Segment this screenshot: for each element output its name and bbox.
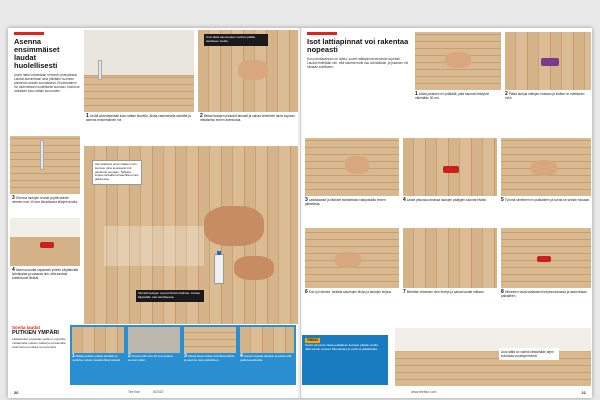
sidebar-photo-2 <box>128 327 180 353</box>
photo-right-7 <box>403 228 497 288</box>
website: www.teeitse.com <box>411 390 437 394</box>
tip-text: Nosta viimeinen lauta paikalleen kuluvan pätkän avulla. Jätä seinän viereen liikuntavara ja peitä se jalkalistalla. <box>305 343 379 352</box>
accent-bar-right <box>307 32 337 35</box>
caption-step-1: 1Levitä alusmateriaali koko lattian alueelle. Aloita vasemmalta seinältä ja asenna ensimmäinen rivi. <box>86 113 191 122</box>
caption-right-4: 4Laske pituussuunnassa lautojen päätyjen saumat tiiviisti. <box>403 197 487 203</box>
caption-step-3: 3Ohenna lautojen reunat ja jätä seinän viereen noin 10 mm liikuntavara kiilojen avulla. <box>12 195 78 204</box>
sidebar-title: PUTKIEN YMPÄRI <box>12 330 59 336</box>
sidebar-steps-panel <box>70 325 296 385</box>
photo-step-4 <box>10 218 80 266</box>
magazine-name: Tee Itse <box>128 390 140 394</box>
photo-right-5 <box>501 138 591 196</box>
sidebar-step-2: 2 Poraa reiät noin 10 mm putkea suuremmiksi. <box>128 353 173 362</box>
photo-right-8 <box>501 228 591 288</box>
photo-right-2 <box>505 32 591 90</box>
caption-right-8: 8Viimeinen lauta sahataan leveyssuunnassa ja asennetaan paikalleen. <box>501 289 587 298</box>
left-page-number: 20 <box>14 390 19 395</box>
caption-right-3: 3Lattiakaadot ja liitokset tarkistetaan vatupassilla ennen jatkamista. <box>305 197 386 206</box>
sidebar-photo-4 <box>240 327 294 353</box>
photo-right-3 <box>305 138 399 196</box>
magazine-spread <box>8 28 592 398</box>
accent-bar <box>14 32 44 35</box>
sidebar-photo-3 <box>184 327 236 353</box>
tape-callout: Kiinnitä lautojen reunat tiiviisti toisiinsa. Liimaa käytetään vain tarvittaessa. <box>136 290 204 302</box>
right-title-block <box>307 32 411 104</box>
photo-right-1 <box>415 32 501 90</box>
left-intro: Usein lattia vaihdetaan remontin yhteydessä. Laudat asennetaan aina pitkittäin huoneen pisimmän seinän suuntaisesti. Ensimmäinen rivi asennetaan huolellisesti suoraan, koska se ratkaisee koko lattian suoruuden. <box>14 73 80 94</box>
caption-right-7: 7Merkitse viimeisen rivin leveys ja sahaa laudat mittaan. <box>403 289 485 295</box>
left-footer <box>8 387 300 398</box>
right-intro: Kun perusasennus on opittu, suuret lattiapinnat etenevät nopeasti. Laudat limitetään niin, että saumat eivät osu kohdakkain, ja jokainen rivi lukitaan edelliseen. <box>307 57 409 70</box>
issue-number: 8/2020 <box>153 390 164 394</box>
sidebar-step-4: 4 Liimaa irtopala takaisin ja peitä reiät putkiruusukkeilla. <box>240 353 292 362</box>
caption-right-6: 6Kun työ etenee, tarkista saumojen tiiviys ja lautojen linjaus. <box>305 289 392 295</box>
caption-right-2: 2Pätkä lautoja mittojen mukaan ja lukitse ne edelliseen riviin. <box>505 91 585 100</box>
caption-step-2: 2Mittaa lautojen pituudet tarkasti ja sahaa viimeinen lauta sopivan mittaiseksi ennen asennusta. <box>200 113 295 122</box>
left-title: Asenna ensimmäiset laudat huolellisesti <box>14 37 60 70</box>
tip-label: VINKKI <box>307 337 318 342</box>
caption-step-4: 4Asenna laudat napakasti yhteen käyttämällä lyöntipalaa ja vasaraa niin, että saumat sulkeutuvat tiiviiksi. <box>12 267 79 280</box>
sidebar-intro: Lattialaudat sovitetaan putkien ympärille mittaamalla putkien paikat ja poraamalla reiät hieman putkea suuremmiksi. <box>12 337 66 349</box>
sidebar-heading <box>12 325 68 385</box>
tip-box <box>302 335 388 385</box>
right-footer <box>301 387 592 398</box>
pipe-sidebar <box>8 325 592 387</box>
right-title: Isot lattiapinnat voi rakentaa nopeasti <box>307 37 409 54</box>
sidebar-step-1: 1 Mittaa putkien paikat laudalle ja merkitse reikien keskikohdat tarkasti. <box>72 353 122 362</box>
sidebar-kicker: Sovita laudat <box>12 325 41 330</box>
photo-right-4 <box>403 138 497 196</box>
caption-right-5: 5Työnnä viimeinen rivi paikalleen ja sovita se seinän mukaan. <box>501 197 591 203</box>
bottom-caption: Uusi lattia on valmis kestämään arjen kulutusta vuosikymmeniä. <box>499 348 559 360</box>
top-callout: Uusi lattia asennetaan vanhan päälle tasoitteen avulla. <box>204 34 268 46</box>
sidebar-photo-1 <box>72 327 124 353</box>
right-page-number: 21 <box>581 390 586 395</box>
left-title-block <box>14 32 80 132</box>
caption-right-1: 1Aloita jokainen rivi pätkällä, jotta saumat limittyvät vähintään 30 cm. <box>415 91 489 100</box>
side-callout: Ole tarkkana ensimmäisen rivin kanssa, jotta seuraavat rivit asettuvat suoraan. Tarkista linjaus lankalla tai laserilla ennen jatkamista. <box>92 160 142 185</box>
photo-step-1 <box>84 30 194 112</box>
photo-step-3 <box>10 136 80 194</box>
sidebar-step-3: 3 Sahaa lauta reikien kohdalta kahtia ja asenna osat paikoilleen. <box>184 353 235 362</box>
photo-right-6 <box>305 228 399 288</box>
